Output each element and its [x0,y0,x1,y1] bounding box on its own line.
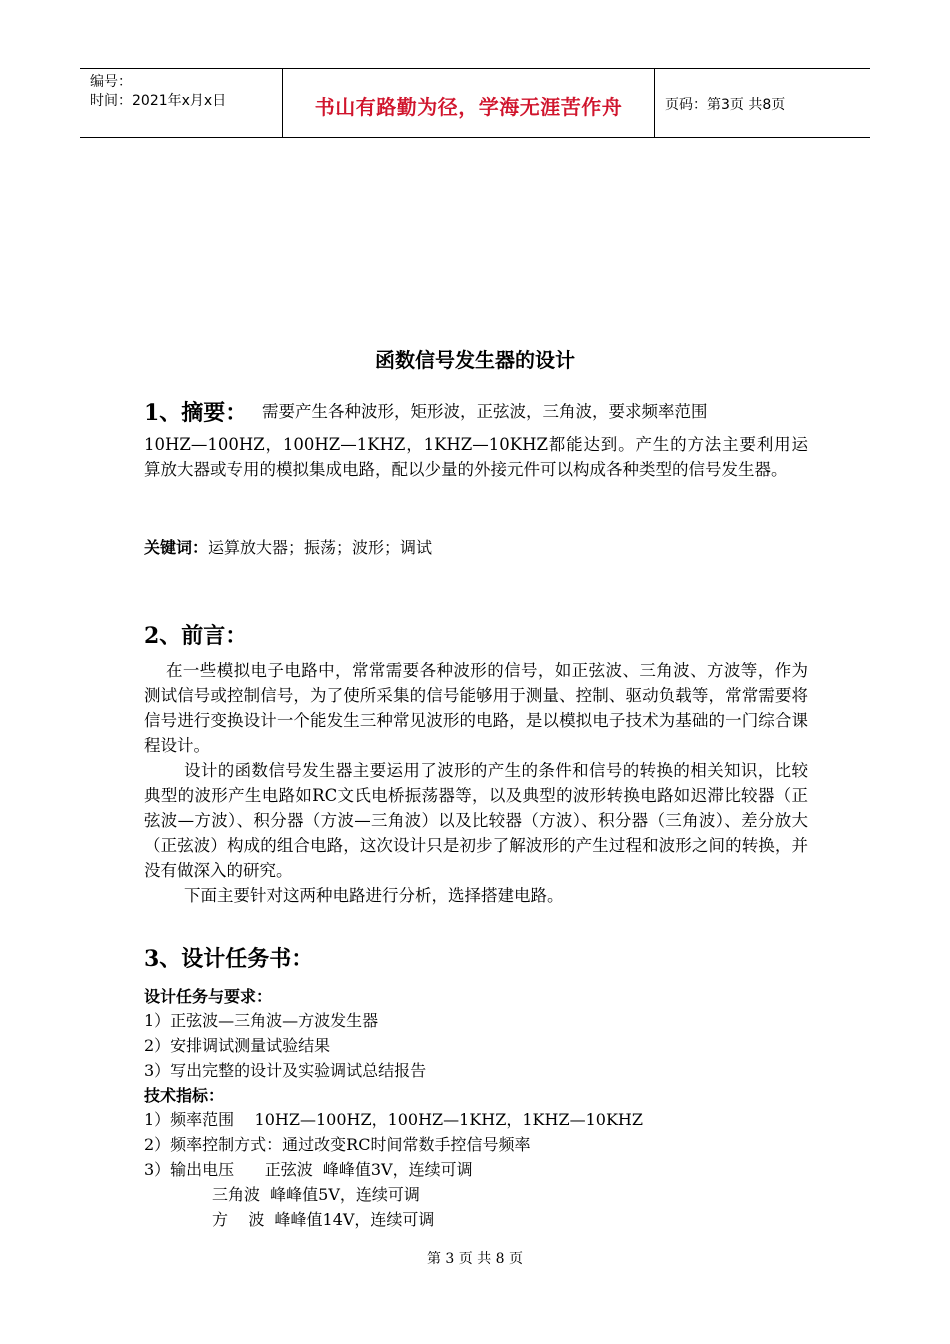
header-motto-cell [283,69,655,137]
task-item: 1）正弦波—三角波—方波发生器 [144,1011,379,1030]
keywords-label: 关键词： [144,538,209,557]
section2-paragraph-3: 下面主要针对这两种电路进行分析，选择搭建电路。 [184,886,564,905]
document-number-label: 编号： [90,74,132,90]
spec-item: 2）频率控制方式：通过改变RC时间常数手控信号频率 [144,1135,531,1154]
page-header [80,68,870,138]
spec-item: 方 波 峰峰值14V，连续可调 [212,1210,435,1229]
section2-paragraph-2: 设计的函数信号发生器主要运用了波形的产生的条件和信号的转换的相关知识，比较典型的波形产生电路如RC文氏电桥振荡器等，以及典型的波形转换电路如迟滞比较器（正弦波—方波）、积分器（方波—三角波）以及比较器（方波）、积分器（三角波）、差分放大（正弦波）构成的组合电路，这次设计只是初步了解波形的产生过程和波形之间的转换，并没有做深入的研究。 [144,761,808,880]
task-item: 2）安排调试测量试验结果 [144,1036,331,1055]
keywords-value: 运算放大器；振荡；波形；调试 [208,538,433,557]
header-motto: 书山有路勤为径，学海无涯苦作舟 [314,95,623,119]
document-date-label: 时间：2021年x月x日 [90,93,227,109]
spec-item: 1）频率范围 10HZ—100HZ，100HZ—1KHZ，1KHZ—10KHZ [144,1110,643,1129]
section3-heading: 3、设计任务书： [144,946,314,972]
spec-item: 三角波 峰峰值5V，连续可调 [212,1185,420,1204]
spec-item: 3）输出电压 正弦波 峰峰值3V，连续可调 [144,1160,473,1179]
tasks-label: 设计任务与要求： [144,987,273,1006]
section1-heading: 1、摘要： [144,400,248,426]
section2-paragraph-1: 在一些模拟电子电路中，常常需要各种波形的信号，如正弦波、三角波、方波等，作为测试信号或控制信号，为了使所采集的信号能够用于测量、控制、驱动负载等，常常需要将信号进行变换设计一个能发生三种常见波形的电路，是以模拟电子技术为基础的一门综合课程设计。 [144,661,808,755]
page-footer: 第 3 页 共 8 页 [426,1251,524,1267]
header-page-number: 页码：第3页 共8页 [665,97,786,113]
section1-lead: 需要产生各种波形，矩形波，正弦波，三角波，要求频率范围 [262,402,708,421]
section1-paragraph: 10HZ—100HZ，100HZ—1KHZ，1KHZ—10KHZ都能达到。产生的方法主要利用运算放大器或专用的模拟集成电路，配以少量的外接元件可以构成各种类型的信号发生器。 [144,435,808,479]
header-page-cell [655,69,870,137]
task-item: 3）写出完整的设计及实验调试总结报告 [144,1061,427,1080]
section2-heading: 2、前言： [144,623,248,649]
keywords-line [144,535,432,558]
document-title: 函数信号发生器的设计 [375,348,575,372]
header-meta-cell [80,69,283,137]
spec-label: 技术指标： [144,1086,225,1105]
